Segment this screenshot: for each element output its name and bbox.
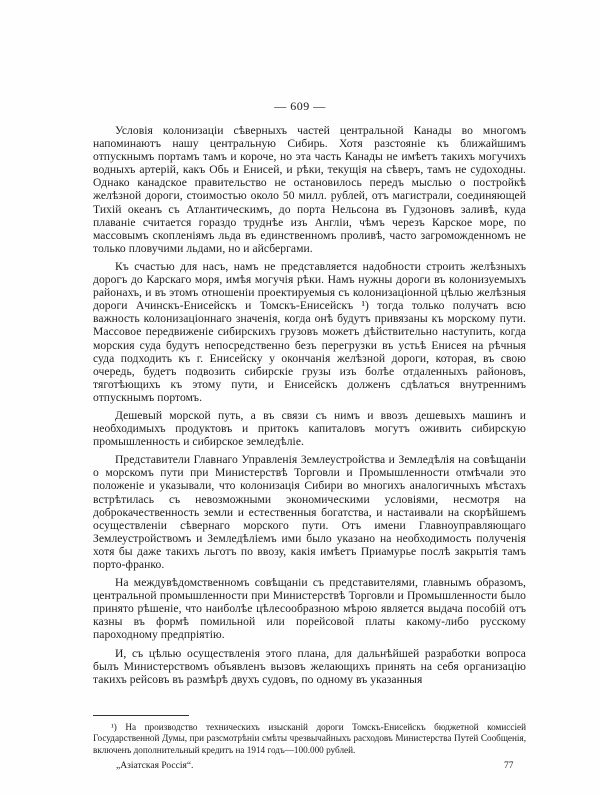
footnote: ¹) На производство техническихъ изысканій дороги Томскъ-Енисейскъ бюджетной комиссіей Государственной Думы, при разсмотрѣніи смѣты чрезвычайныхъ расходовъ Министерства Путей Сообщенія, включенъ дополнительный кредитъ на 1914 годъ—100.000 рублей. [93,722,526,755]
footnote-divider [93,715,189,716]
paragraph: Условія колонизаціи сѣверныхъ частей центральной Канады во многомъ напоминаютъ нашу центральную Сибирь. Хотя разстояніе къ ближайшимъ отпускнымъ портамъ тамъ и короче, но эта часть Канады не имѣетъ такихъ могучихъ водныхъ артерій, какъ Обь и Енисей, и рѣки, текущія на сѣверъ, тамъ не судоходны. Однако канадское правительство не остановилось передъ мыслью о постройкѣ желѣзной дороги, стоимостью около 50 милл. рублей, отъ магистрали, соединяющей Тихій океанъ съ Атлантическимъ, до порта Нельсона въ Гудзоновъ заливѣ, куда плаваніе считается гораздо труднѣе изъ Англіи, чѣмъ черезъ Карское море, по массовымъ скопленіямъ льда въ единственномъ проливѣ, часто загроможденномъ не только пловучими льдами, но и айсбергами. [93,124,526,255]
paragraph: На междувѣдомственномъ совѣщаніи съ представителями, главнымъ образомъ, центральной промышленности при Министерствѣ Торговли и Промышленности было принято рѣшеніе, что наиболѣе цѣлесообразною мѣрою является выдача пособій отъ казны въ формѣ помильной или порейсовой платы какому-либо русскому пароходному предпріятію. [93,576,526,642]
paragraph: Къ счастью для насъ, намъ не представляется надобности строить желѣзныхъ дорогъ до Карскаго моря, имѣя могучія рѣки. Намъ нужны дороги въ колонизуемыхъ районахъ, и въ этомъ отношеніи проектируемыя съ колонизаціонной цѣлью желѣзныя дороги Ачинскъ-Енисейскъ и Томскъ-Енисейскъ ¹) тогда только получатъ всю важность колонизаціоннаго значенія, когда онѣ будутъ привязаны къ морскому пути. Массовое передвиженіе сибирскихъ грузовъ можетъ дѣйствительно наступить, когда морския суда будутъ непосредственно безъ перегрузки въ устьѣ Енисея на рѣчныя суда подходить къ г. Енисейску у окончанія желѣзной дороги, которая, въ свою очередь, будетъ подвозить сибирскіе грузы изъ болѣе отдаленныхъ районовъ, тяготѣющихъ къ этому пути, и Енисейскъ долженъ сдѣлаться внутреннимъ отпускнымъ портомъ. [93,259,526,404]
footer-publication-title: „Азіатская Россія“. [116,761,194,771]
paragraph: И, съ цѣлью осуществленія этого плана, для дальнѣйшей разработки вопроса былъ Министерствомъ объявленъ вызовъ желающихъ принять на себя организацію такихъ рейсовъ въ размѣрѣ двухъ судовъ, по одному въ указанныя [93,646,526,686]
paragraph: Представители Главнаго Управленія Землеустройства и Земледѣлія на совѣщаніи о морскомъ пути при Министерствѣ Торговли и Промышленности отмѣчали это положеніе и указывали, что колонизація Сибири во многихъ аналогичныхъ мѣстахъ встрѣтилась съ невозможными экономическими условіями, несмотря на доброкачественность земли и естественныя богатства, и настаивали на скорѣйшемъ осуществленіи сѣвернаго морского пути. Отъ имени Главноуправляющаго Землеустройствомъ и Земледѣліемъ ими было указано на необходимость полученія хотя бы даже такихъ льготъ по ввозу, какія имѣетъ Приамурье послѣ закрытія тамъ порто-франко. [93,453,526,571]
page-header-number: — 609 — [274,99,326,113]
main-text [93,124,526,686]
footer-sheet-number: 77 [504,761,514,771]
paragraph: Дешевый морской путь, а въ связи съ нимъ и ввозъ дешевыхъ машинъ и необходимыхъ продуктовъ и притокъ капиталовъ могутъ оживить сибирскую промышленность и сибирское земледѣліе. [93,408,526,449]
